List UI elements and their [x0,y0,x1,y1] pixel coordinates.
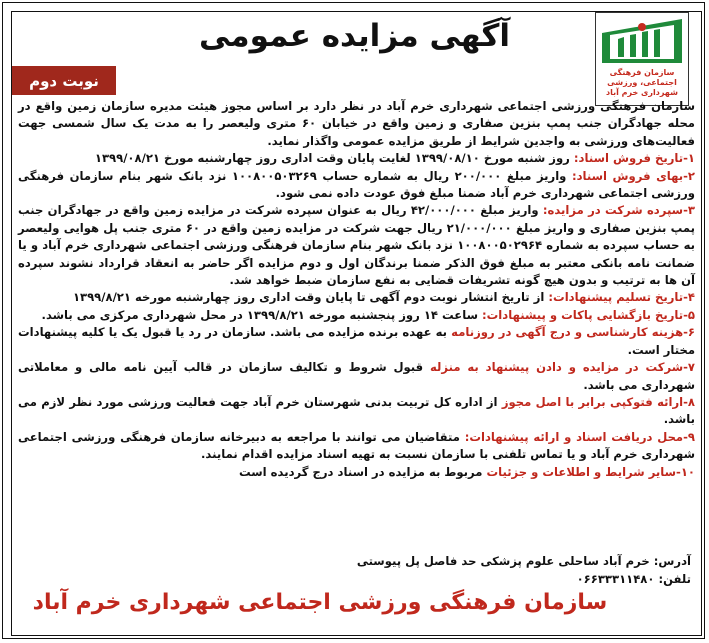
list-item [18,464,695,481]
address-line: آدرس: خرم آباد ساحلی علوم پزشکی حد فاصل پل پیوستی [356,554,691,568]
item-label: ۳-سپرده شرکت در مزایده: [542,203,695,218]
list-item [18,202,695,289]
notice-title: آگهی مزایده عمومی [199,18,510,54]
item-text: روز شنبه مورخ ۱۳۹۹/۰۸/۱۰ لغایت پایان وقت اداری روز چهارشنبه مورخ ۱۳۹۹/۰۸/۲۱ [94,151,570,166]
item-text: متقاضیان می توانند با مراجعه به دبیرخانه سازمان فرهنگی ورزشی اجتماعی شهرداری خرم آباد و یا تماس تلفنی با سازمان نسبت به تهیه اسناد مزایده اقدام نمایند. [18,429,695,462]
item-text: از اداره کل تربیت بدنی شهرستان خرم آباد جهت فعالیت ورزشی مورد نظر لازم می باشد. [18,394,695,427]
phone-line: تلفن: ۰۶۶۳۳۳۱۱۴۸۰ [576,572,691,586]
item-label: ۹-محل دریافت اسناد و ارائه پیشنهادات: [464,429,695,444]
item-label: ۱-تاریخ فروش اسناد: [573,151,695,166]
item-text: ساعت ۱۴ روز پنجشنبه مورخه ۱۳۹۹/۸/۲۱ در محل شهرداری مرکزی می باشد. [41,307,478,322]
item-label: ۶-هزینه کارشناسی و درج آگهی در روزنامه [451,325,695,340]
list-item [18,168,695,203]
list-item [18,359,695,394]
list-item [18,394,695,429]
item-label: ۱۰-سایر شرایط و اطلاعات و جزئیات [486,464,695,479]
list-item [18,150,695,167]
logo-caption: سازمان فرهنگی اجتماعی، ورزشی شهرداری خرم آباد [606,68,678,97]
item-label: ۲-بهای فروش اسناد: [571,168,695,183]
footer-organization-name: سازمان فرهنگی ورزشی اجتماعی شهرداری خرم آباد [32,590,608,615]
item-label: ۸-ارائه فتوکپی برابر با اصل مجوز [501,394,695,409]
item-text: از تاریخ انتشار نوبت دوم آگهی تا پایان وقت اداری روز چهارشنبه مورخه ۱۳۹۹/۸/۲۱ [72,290,545,305]
item-text: قبول شروط و تکالیف سازمان در قالب آیین نامه مالی و معاملاتی شهرداری می باشد. [18,360,695,392]
list-item [18,324,695,359]
item-label: ۷-شرکت در مزایده و دادن پیشنهاد به منزله [430,360,695,375]
item-label: ۴-تاریخ تسلیم پیشنهادات: [548,290,695,305]
item-text: به عهده برنده مزایده می باشد. سازمان در رد یا قبول یک یا کلیه پیشنهادات مختار است. [18,325,695,357]
list-item [18,307,695,324]
item-text: واریز مبلغ ۴۲/۰۰۰/۰۰۰ ریال به عنوان سپرده شرکت در مزایده زمین واقع در جهادگران جنب پمپ بنزین صفاری و واریز مبلغ ۲۱/۰۰۰/۰۰۰ ریال جهت شرکت در مزایده زمین واقع در ۶۰ متری جنب پل هوایی ولیعصر به حساب سپرده به شماره ۱۰۰۸۰۰۵۰۲۹۶۴ نزد بانک شهر بنام سازمان فرهنگی ورزشی اجتماعی شهرداری خرم آباد و یا ضمانت نامه بانکی معتبر به مبلغ فوق الذکر ضمنا برندگان اول و دوم مزایده اگر حاضر به انعقاد قرارداد نشوند سپرده آن ها به ترتیب و بدون هیچ گونه تشریفات قضایی به نفع سازمان ضبط خواهد شد. [18,203,695,288]
item-text: واریز مبلغ ۲۰۰/۰۰۰ ریال به شماره حساب ۱۰۰۸۰۰۵۰۳۲۶۹ نزد بانک شهر بنام سازمان فرهنگی ورزشی اجتماعی شهرداری خرم آباد ضمنا مبلغ فوق عودت داده نمی شود. [18,168,695,201]
item-text: مربوط به مزایده در اسناد درج گردیده است [239,464,483,479]
contact-block [357,552,691,588]
round-badge: نوبت دوم [12,66,116,95]
item-label: ۵-تاریخ بازگشایی پاکات و پیشنهادات: [482,307,695,322]
list-item [18,429,695,464]
intro-paragraph: سازمان فرهنگی ورزشی اجتماعی شهرداری خرم آباد در نظر دارد بر اساس مجوز هیئت مدیره سازمان زمین واقع در محله جهادگران جنب پمپ بنزین صفاری و زمین واقع در خیابان ۶۰ متری ولیعصر را به مدت یک سال شمسی جهت فعالیت‌های ورزشی به واجدین شرایط از طریق مزایده عمومی واگذار نماید. [18,99,695,148]
list-item [18,289,695,306]
notice-body [18,98,695,528]
